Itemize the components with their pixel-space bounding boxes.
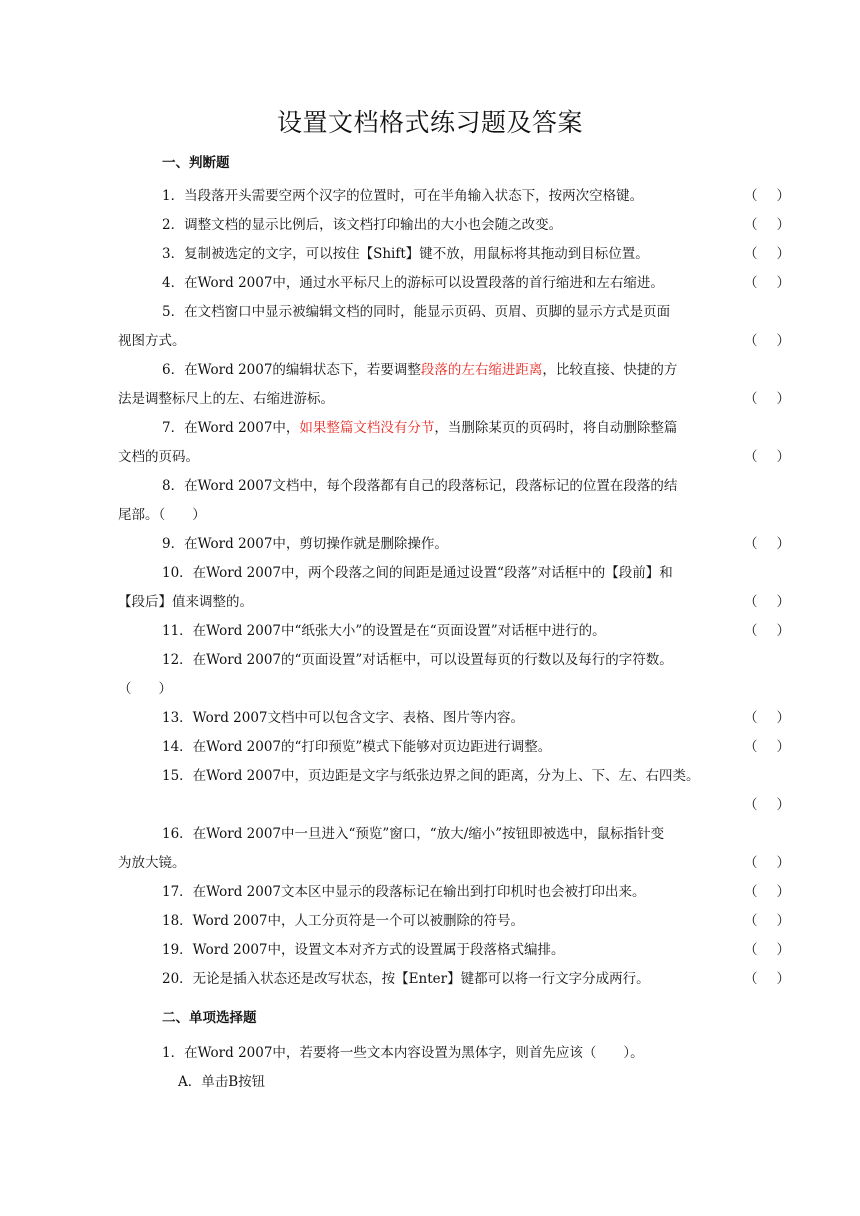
highlight-text: 段落的左右缩进距离	[420, 362, 543, 378]
highlight-text: 如果整篇文档没有分节	[299, 420, 435, 436]
question-11: 11．在Word 2007中“纸张大小”的设置是在“页面设置”对话框中进行的。	[162, 623, 606, 639]
answer-blank-1: （ ）	[744, 188, 790, 204]
question-19: 19．Word 2007中，设置文本对齐方式的设置属于段落格式编排。	[162, 942, 565, 958]
answer-blank-9: （ ）	[744, 536, 790, 552]
question-3: 3．复制被选定的文字，可以按住【Shift】键不放，用鼠标将其拖动到目标位置。	[162, 246, 649, 262]
question-8-line2: 尾部。（ ）	[118, 507, 206, 523]
question-7-line2: 文档的页码。	[118, 449, 199, 465]
answer-blank-7: （ ）	[744, 449, 790, 465]
question-15: 15．在Word 2007中，页边距是文字与纸张边界之间的距离，分为上、下、左、右四类。	[162, 768, 700, 784]
choice-option-a: A．单击B按钮	[178, 1074, 266, 1090]
question-5-line1: 5．在文档窗口中显示被编辑文档的同时，能显示页码、页眉、页脚的显示方式是页面	[162, 304, 671, 320]
question-17: 17．在Word 2007文本区中显示的段落标记在输出到打印机时也会被打印出来。	[162, 884, 646, 900]
answer-blank-14: （ ）	[744, 739, 790, 755]
answer-blank-3: （ ）	[744, 246, 790, 262]
answer-blank-2: （ ）	[744, 217, 790, 233]
question-14: 14．在Word 2007的“打印预览”模式下能够对页边距进行调整。	[162, 739, 552, 755]
answer-blank-20: （ ）	[744, 971, 790, 987]
answer-blank-6: （ ）	[744, 391, 790, 407]
question-10-line1: 10．在Word 2007中，两个段落之间的间距是通过设置“段落”对话框中的【段前】和	[162, 565, 673, 581]
answer-blank-4: （ ）	[744, 275, 790, 291]
question-20: 20．无论是插入状态还是改写状态，按【Enter】键都可以将一行文字分成两行。	[162, 971, 650, 987]
section-single-choice: 二、单项选择题	[162, 1010, 257, 1026]
answer-blank-17: （ ）	[744, 884, 790, 900]
answer-blank-16: （ ）	[744, 855, 790, 871]
question-7-line1: 7．在Word 2007中，如果整篇文档没有分节，当删除某页的页码时，将自动删除整篇	[162, 420, 678, 436]
question-12-line1: 12．在Word 2007的“页面设置”对话框中，可以设置每页的行数以及每行的字符数。	[162, 652, 673, 668]
question-9: 9．在Word 2007中，剪切操作就是删除操作。	[162, 536, 448, 552]
answer-blank-5: （ ）	[744, 333, 790, 349]
answer-blank-11: （ ）	[744, 623, 790, 639]
question-6-line1: 6．在Word 2007的编辑状态下，若要调整段落的左右缩进距离，比较直接、快捷的方	[162, 362, 678, 378]
answer-blank-10: （ ）	[744, 594, 790, 610]
answer-blank-13: （ ）	[744, 710, 790, 726]
question-4: 4．在Word 2007中，通过水平标尺上的游标可以设置段落的首行缩进和左右缩进。	[162, 275, 664, 291]
question-6-line2: 法是调整标尺上的左、右缩进游标。	[118, 391, 334, 407]
question-2: 2．调整文档的显示比例后，该文档打印输出的大小也会随之改变。	[162, 217, 563, 233]
question-16-line2: 为放大镜。	[118, 855, 186, 871]
question-13: 13．Word 2007文档中可以包含文字、表格、图片等内容。	[162, 710, 525, 726]
choice-question-1: 1．在Word 2007中，若要将一些文本内容设置为黑体字，则首先应该（ ）。	[162, 1045, 644, 1061]
question-5-line2: 视图方式。	[118, 333, 186, 349]
question-16-line1: 16．在Word 2007中一旦进入“预览”窗口，“放大/缩小”按钮即被选中，鼠标指针变	[162, 826, 665, 842]
question-12-line2: （ ）	[118, 681, 172, 697]
question-1: 1．当段落开头需要空两个汉字的位置时，可在半角输入状态下，按两次空格键。	[162, 188, 644, 204]
question-8-line1: 8．在Word 2007文档中，每个段落都有自己的段落标记，段落标记的位置在段落的结	[162, 478, 678, 494]
answer-blank-19: （ ）	[744, 942, 790, 958]
answer-blank-15: （ ）	[744, 797, 790, 813]
document-title: 设置文档格式练习题及答案	[276, 108, 583, 137]
section-true-false: 一、判断题	[162, 155, 230, 171]
question-18: 18．Word 2007中，人工分页符是一个可以被删除的符号。	[162, 913, 525, 929]
answer-blank-18: （ ）	[744, 913, 790, 929]
question-10-line2: 【段后】值来调整的。	[118, 594, 253, 610]
